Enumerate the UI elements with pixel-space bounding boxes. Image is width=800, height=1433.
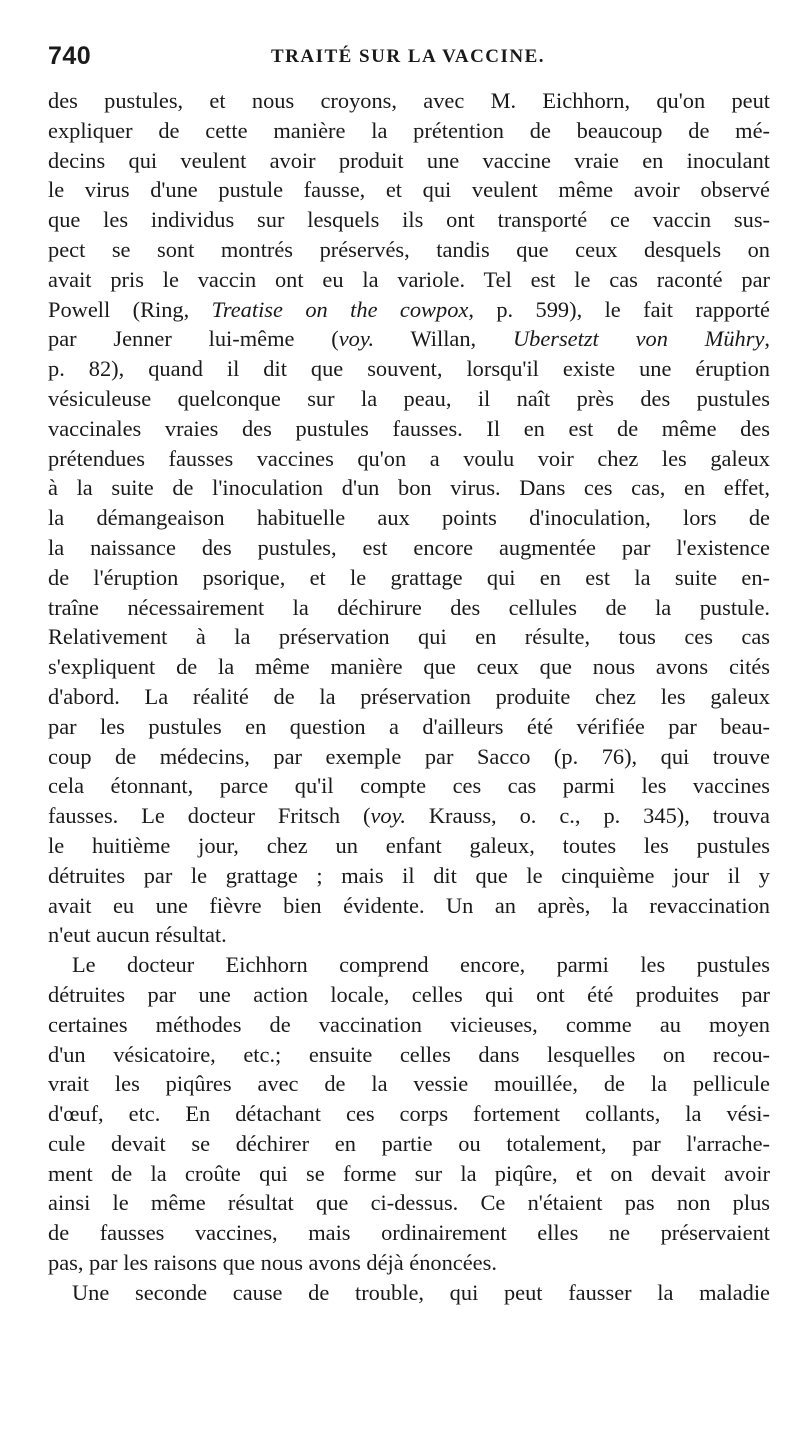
book-title-italic: Ubersetzt von Mühry: [512, 326, 765, 352]
body-text: [48, 86, 770, 1308]
text-line: de l'éruption psorique, et le grattage qui en est la suite en-: [48, 564, 770, 590]
text-line: n'eut aucun résultat.: [48, 922, 227, 948]
text-line: coup de médecins, par exemple par Sacco (p. 76), qui trouve: [48, 743, 770, 769]
book-title-italic: Treatise on the cowpox: [211, 296, 469, 322]
abbrev-italic: voy.: [370, 803, 406, 829]
text-line: traîne nécessairement la déchirure des cellules de la pustule.: [48, 594, 770, 620]
text-line: Relativement à la préservation qui en résulte, tous ces cas: [48, 624, 770, 650]
text-line: vésiculeuse quelconque sur la peau, il naît près des pustules: [48, 385, 770, 411]
running-title: TRAITÉ SUR LA VACCINE.: [270, 46, 546, 67]
text-line: à la suite de l'inoculation d'un bon virus. Dans ces cas, en effet,: [48, 475, 770, 501]
text-line: de fausses vaccines, mais ordinairement elles ne préservaient: [48, 1220, 770, 1246]
text-line: le virus d'une pustule fausse, et qui veulent même avoir observé: [48, 177, 770, 203]
text-line: pas, par les raisons que nous avons déjà énoncées.: [48, 1250, 497, 1276]
text-line: certaines méthodes de vaccination vicieuses, comme au moyen: [48, 1011, 770, 1037]
abbrev-italic: voy.: [338, 326, 375, 352]
text-line: s'expliquent de la même manière que ceux que nous avons cités: [48, 654, 770, 680]
text-line: que les individus sur lesquels ils ont transporté ce vaccin sus-: [48, 207, 770, 233]
text-line: par Jenner lui-même (voy. Willan, Ubersetzt von Mühry,: [48, 326, 770, 352]
page-header: [48, 42, 768, 78]
text-line: expliquer de cette manière la prétention de beaucoup de mé-: [48, 117, 770, 143]
text-line: cule devait se déchirer en partie ou totalement, par l'arrache-: [48, 1130, 770, 1156]
text-line: p. 82), quand il dit que souvent, lorsqu'il existe une éruption: [48, 356, 770, 382]
text-line: détruites par le grattage ; mais il dit que le cinquième jour il y: [48, 862, 770, 888]
text-line: Une seconde cause de trouble, qui peut fausser la maladie: [72, 1279, 770, 1305]
text-line: Le docteur Eichhorn comprend encore, parmi les pustules: [72, 952, 770, 978]
text-line: decins qui veulent avoir produit une vaccine vraie en inoculant: [48, 147, 770, 173]
text-line: prétendues fausses vaccines qu'on a voulu voir chez les galeux: [48, 445, 770, 471]
text-line: avait eu une fièvre bien évidente. Un an après, la revaccination: [48, 892, 770, 918]
text-line: le huitième jour, chez un enfant galeux, toutes les pustules: [48, 832, 770, 858]
text-line: des pustules, et nous croyons, avec M. Eichhorn, qu'on peut: [48, 88, 770, 113]
text-line: d'abord. La réalité de la préservation produite chez les galeux: [48, 683, 770, 709]
text-line: Powell (Ring, Treatise on the cowpox, p. 599), le fait rapporté: [48, 296, 770, 322]
text-line: d'un vésicatoire, etc.; ensuite celles dans lesquelles on recou-: [48, 1041, 770, 1067]
text-line: ment de la croûte qui se forme sur la piqûre, et on devait avoir: [48, 1160, 770, 1186]
text-line: fausses. Le docteur Fritsch (voy. Krauss, o. c., p. 345), trouva: [48, 803, 770, 829]
text-line: vrait les piqûres avec de la vessie mouillée, de la pellicule: [48, 1071, 770, 1097]
text-line: vaccinales vraies des pustules fausses. Il en est de même des: [48, 415, 770, 441]
page-number: 740: [48, 42, 92, 70]
text-line: cela étonnant, parce qu'il compte ces cas parmi les vaccines: [48, 773, 770, 799]
text-line: par les pustules en question a d'ailleurs été vérifiée par beau-: [48, 713, 770, 739]
text-line: pect se sont montrés préservés, tandis que ceux desquels on: [48, 236, 770, 262]
text-line: d'œuf, etc. En détachant ces corps fortement collants, la vési-: [48, 1101, 770, 1127]
text-line: ainsi le même résultat que ci-dessus. Ce n'étaient pas non plus: [48, 1190, 770, 1216]
text-line: la naissance des pustules, est encore augmentée par l'existence: [48, 534, 770, 560]
text-line: détruites par une action locale, celles qui ont été produites par: [48, 981, 770, 1007]
text-line: avait pris le vaccin ont eu la variole. Tel est le cas raconté par: [48, 266, 770, 292]
text-line: la démangeaison habituelle aux points d'inoculation, lors de: [48, 505, 770, 531]
